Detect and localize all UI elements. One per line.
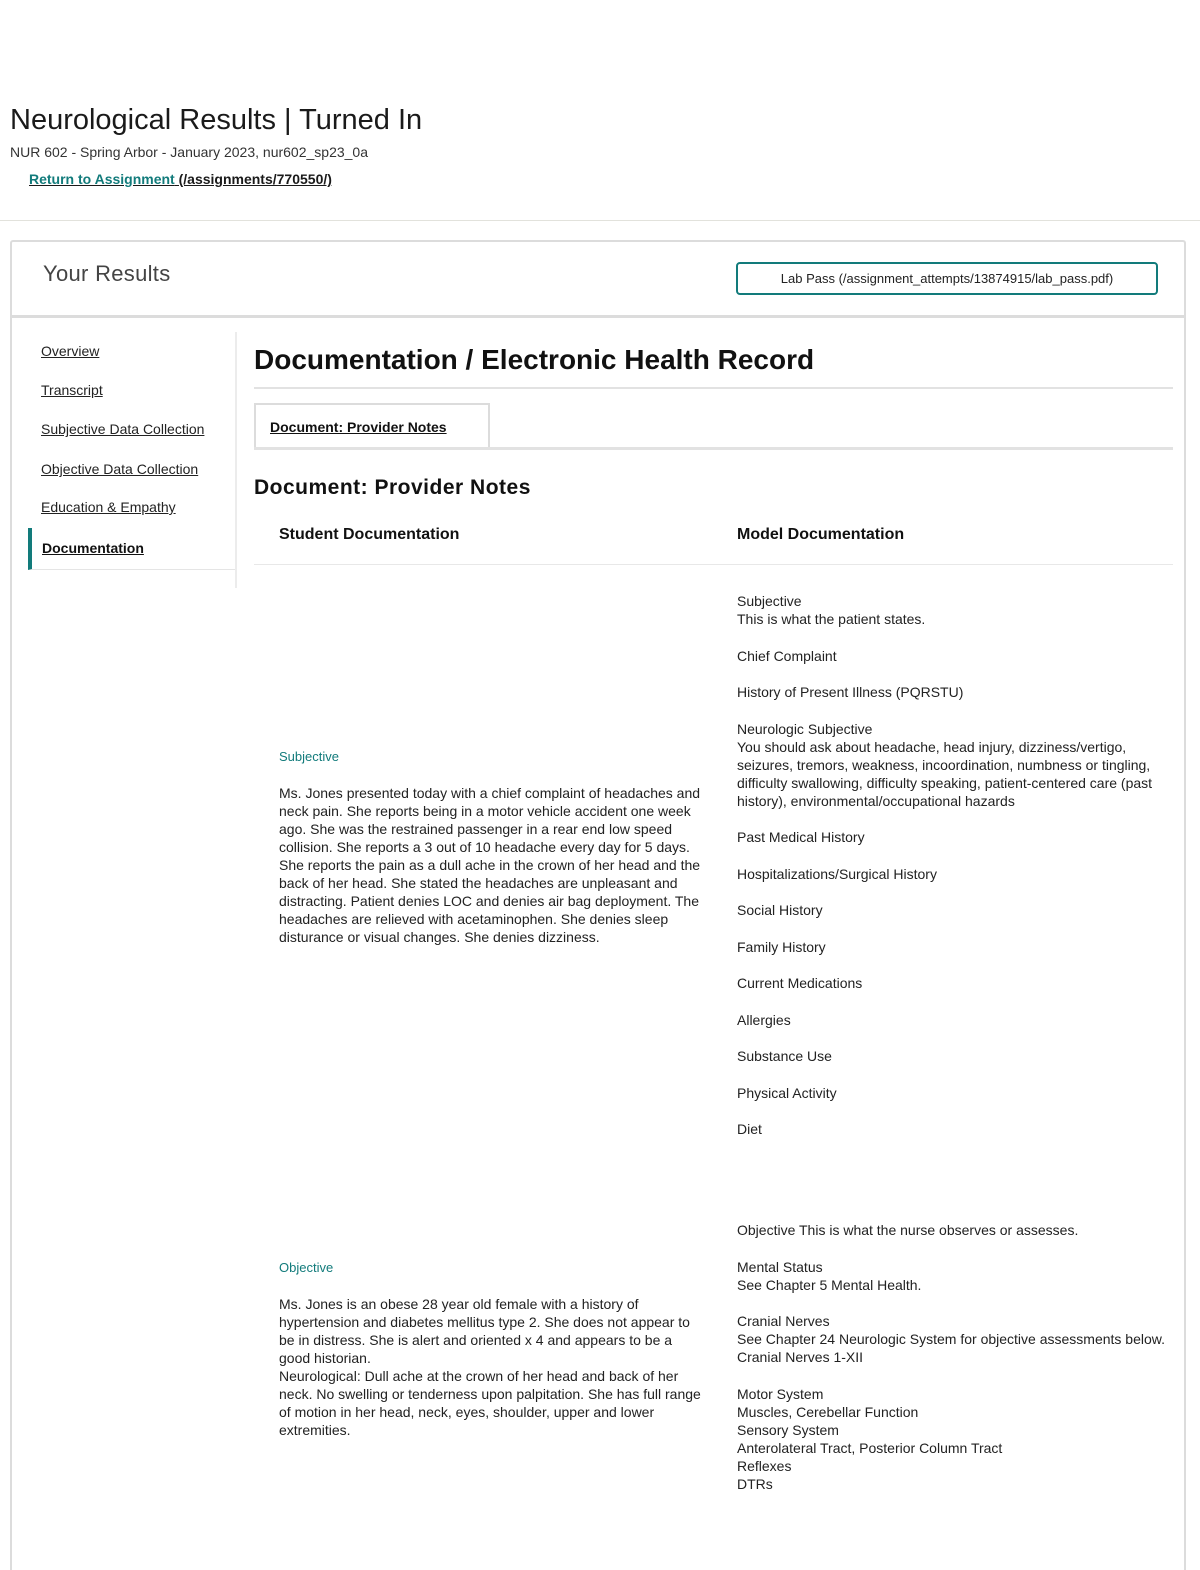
tab-provider-notes[interactable]: Document: Provider Notes: [254, 403, 490, 449]
model-family-history: Family History: [737, 938, 826, 955]
columns-divider: [254, 564, 1173, 565]
sidebar-item-subjective-data-collection[interactable]: Subjective Data Collection: [41, 421, 205, 437]
model-subjective-column: [737, 592, 1167, 1157]
header-divider: [0, 220, 1200, 221]
student-documentation-header: Student Documentation: [279, 526, 460, 543]
model-motor-sensory-reflexes: Motor System Muscles, Cerebellar Function Sensory System Anterolateral Tract, Posterior Column Tract Reflexes DTRs: [737, 1385, 1003, 1492]
model-objective-intro: Objective This is what the nurse observes or assesses.: [737, 1222, 1079, 1238]
results-header: [12, 242, 1184, 318]
subjective-label: Subjective: [279, 749, 339, 764]
documentation-heading: Documentation / Electronic Health Record: [254, 344, 815, 375]
tab-divider: [254, 447, 1173, 450]
objective-label: Objective: [279, 1260, 334, 1275]
student-subjective-text: Ms. Jones presented today with a chief complaint of headaches and neck pain. She reports being in a motor vehicle accident one week ago. She was the restrained passenger in a rear end low speed collision. She reports a 3 out of 10 headache every day for 5 days. She reports the pain as a dull ache in the crown of her head and the back of her head. She stated the headaches are unpleasant and distracting. Patient denies LOC and denies air bag deployment. The headaches are relieved with acetaminophen. She denies sleep disturance or visual changes. She denies dizziness.: [279, 785, 701, 945]
sidebar-item-documentation[interactable]: Documentation: [28, 528, 235, 570]
results-sidebar: [28, 332, 237, 588]
section-heading: Document: Provider Notes: [254, 476, 531, 499]
model-current-medications: Current Medications: [737, 975, 863, 991]
lab-pass-button[interactable]: Lab Pass (/assignment_attempts/13874915/lab_pass.pdf): [736, 262, 1158, 295]
model-substance-use: Substance Use: [737, 1048, 832, 1064]
heading-divider: [254, 387, 1173, 389]
model-hpi: History of Present Illness (PQRSTU): [737, 684, 964, 700]
sidebar-item-objective-data-collection[interactable]: Objective Data Collection: [41, 461, 199, 477]
model-neurologic-subjective: Neurologic Subjective You should ask about headache, head injury, dizziness/vertigo, seizures, tremors, weakness, incoordination, numbness or tingling, difficulty swallowing, difficulty speaking, patient-centered care (past history), environmental/occupational hazards: [737, 720, 1153, 809]
model-objective-column: [737, 1221, 1167, 1511]
model-subjective-intro: Subjective This is what the patient states.: [737, 593, 926, 627]
model-documentation-header: Model Documentation: [737, 526, 905, 543]
model-physical-activity: Physical Activity: [737, 1084, 837, 1101]
model-cranial-nerves: Cranial Nerves See Chapter 24 Neurologic System for objective assessments below. Cranial Nerves 1-XII: [737, 1313, 1165, 1365]
sidebar-item-education-empathy[interactable]: Education & Empathy: [41, 499, 176, 515]
course-subtitle: NUR 602 - Spring Arbor - January 2023, nur602_sp23_0a: [10, 144, 368, 160]
page-title: Neurological Results | Turned In: [10, 104, 423, 136]
model-diet: Diet: [737, 1121, 762, 1137]
model-chief-complaint: Chief Complaint: [737, 647, 837, 664]
return-link-path: (/assignments/770550/): [174, 171, 332, 187]
model-social-history: Social History: [737, 902, 823, 918]
model-allergies: Allergies: [737, 1011, 791, 1028]
student-objective-text: Ms. Jones is an obese 28 year old female with a history of hypertension and diabetes mellitus type 2. She does not appear to be in distress. She is alert and oriented x 4 and appears to be a good historian. Neurological: Dull ache at the crown of her head and back of her neck. No swelling or tenderness upon palpitation. She has full range of motion in her head, neck, eyes, shoulder, upper and lower extremities.: [279, 1296, 701, 1438]
sidebar-item-overview[interactable]: Overview: [41, 343, 100, 359]
return-to-assignment-link[interactable]: [29, 171, 332, 187]
model-mental-status: Mental Status See Chapter 5 Mental Health.: [737, 1258, 922, 1293]
return-link-label: Return to Assignment: [29, 171, 175, 187]
results-title: Your Results: [43, 261, 171, 286]
model-past-medical-history: Past Medical History: [737, 829, 865, 845]
sidebar-item-transcript[interactable]: Transcript: [41, 382, 103, 398]
model-hospitalizations: Hospitalizations/Surgical History: [737, 865, 937, 882]
